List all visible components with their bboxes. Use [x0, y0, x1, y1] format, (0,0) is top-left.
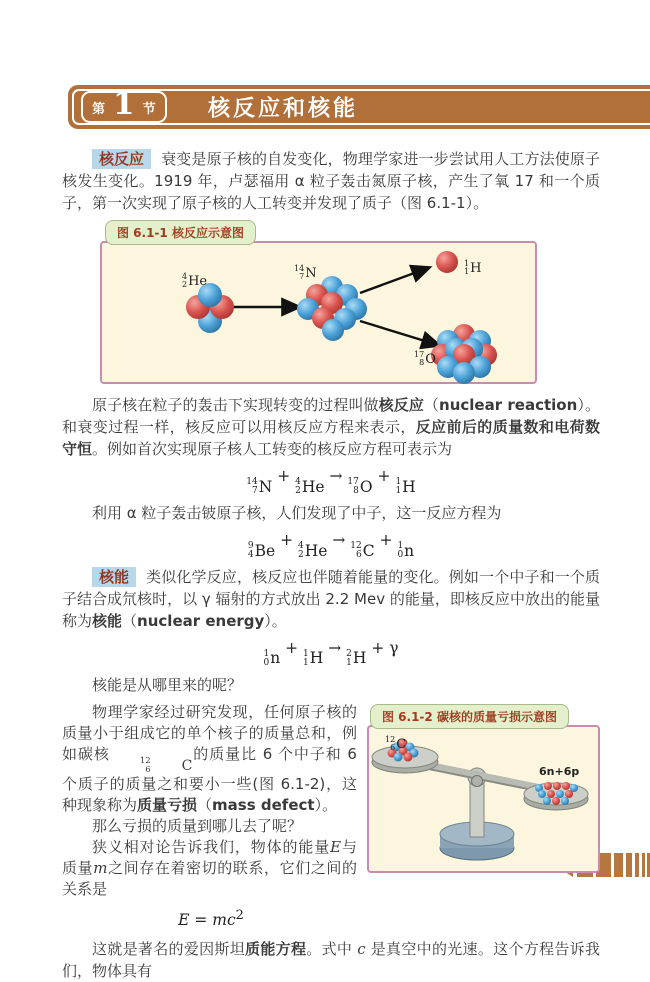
paragraph-question-energy-origin: 核能是从哪里来的呢？	[92, 675, 243, 694]
section-suffix: 节	[142, 101, 156, 117]
paragraph-text: 衰变是原子核的自发变化，物理学家进一步尝试用人工方法使原子核发生变化。1919 年，卢瑟福用 α 粒子轰击氮原子核，产生了氧 17 和一个质子，第一次实现了原子核的人工转变并发现了质子（图 6.1-1）。	[62, 150, 600, 212]
label-carbon-12: 12 6 C	[385, 734, 407, 753]
hydrogen-nucleus-proton	[436, 251, 458, 273]
label-hydrogen-1: 1 1 H	[464, 259, 482, 277]
keyword-label-nuclear-reaction: 核反应	[92, 149, 151, 169]
equation-nitrogen-transmutation: 14 7 N + 4 2 He → 17 8 O + 1 1 H	[246, 467, 416, 497]
balance-pivot-pin	[472, 775, 483, 786]
equation-mass-energy: $E = mc^2$	[178, 908, 244, 930]
paragraph-relativity: 狭义相对论告诉我们，物体的能量E与质量m之间存在着密切的联系，它们之间的关系是	[62, 838, 357, 899]
reaction-arrow-n-to-o	[360, 321, 438, 345]
nitrogen-nucleus	[297, 276, 367, 341]
paragraph-nuclear-reaction-intro	[62, 148, 600, 214]
section-number-capsule	[81, 85, 167, 123]
section-header-banner	[68, 85, 650, 129]
paragraph-mass-defect: 物理学家经过研究发现，任何原子核的质量小于组成它的单个核子的质量总和，例如碳核 12 6 C 的质量比 6 个中子和 6 个质子的质量之和要小一些(图 6.1-2)，这种现象称为质量亏损（mass defect）。	[62, 702, 357, 815]
two-column-section	[62, 702, 600, 933]
paragraph-nuclear-energy-intro	[62, 566, 600, 632]
helium-nucleus	[186, 283, 234, 333]
figure-6-1-2-caption: 图 6.1-2 碳核的质量亏损示意图	[370, 704, 569, 729]
paragraph-beryllium-neutron: 利用 α 粒子轰击铍原子核，人们发现了中子，这一反应方程为	[92, 503, 502, 522]
equation-deuteron-formation: 1 0 n + 1 1 H → 2 1 H + γ	[263, 638, 399, 669]
figure-6-1-1-canvas	[100, 241, 537, 384]
section-title: 核反应和核能	[208, 96, 359, 122]
section-prefix: 第	[92, 101, 106, 117]
equation-neutron-discovery: 9 4 Be + 4 2 He → 12 6 C + 1 0 n	[247, 530, 415, 561]
reaction-arrow-n-to-h	[360, 268, 428, 293]
paragraph-einstein-equation: 这就是著名的爱因斯坦质能方程。式中 c 是真空中的光速。这个方程告诉我们，物体具有	[62, 939, 600, 980]
figure-6-1-1	[100, 220, 537, 384]
paragraph-question-lost-mass: 那么亏损的质量到哪儿去了呢？	[92, 817, 303, 836]
figure-6-1-2-canvas	[367, 725, 600, 873]
paragraph-text: 类似化学反应，核反应也伴随着能量的变化。例如一个中子和一个质子结合成氘核时，以 γ 辐射的方式放出 2.2 Mev 的能量，即核反应中放出的能量称为核能（nuclear energy）。	[62, 567, 600, 630]
label-six-neutrons-six-protons: 6n+6p	[539, 764, 580, 778]
label-oxygen-17: 17 8 O	[414, 350, 436, 368]
figure-6-1-1-caption: 图 6.1-1 核反应示意图	[105, 220, 256, 245]
paragraph-reaction-equation-rule: 原子核在粒子的轰击下实现转变的过程叫做核反应（nuclear reaction）。和衰变过程一样，核反应可以用核反应方程来表示，反应前后的质量数和电荷数守恒。例如首次实现原子核人工转变的核反应方程可表示为	[62, 396, 600, 458]
keyword-label-nuclear-energy: 核能	[92, 567, 136, 587]
label-helium-4: 4 2 He	[182, 272, 208, 290]
figure-6-1-2	[367, 704, 600, 873]
right-pan-nucleons	[524, 782, 588, 810]
oxygen-nucleus	[431, 324, 497, 384]
section-number: 1	[113, 85, 135, 122]
label-nitrogen-14: 14 7 N	[294, 264, 317, 282]
